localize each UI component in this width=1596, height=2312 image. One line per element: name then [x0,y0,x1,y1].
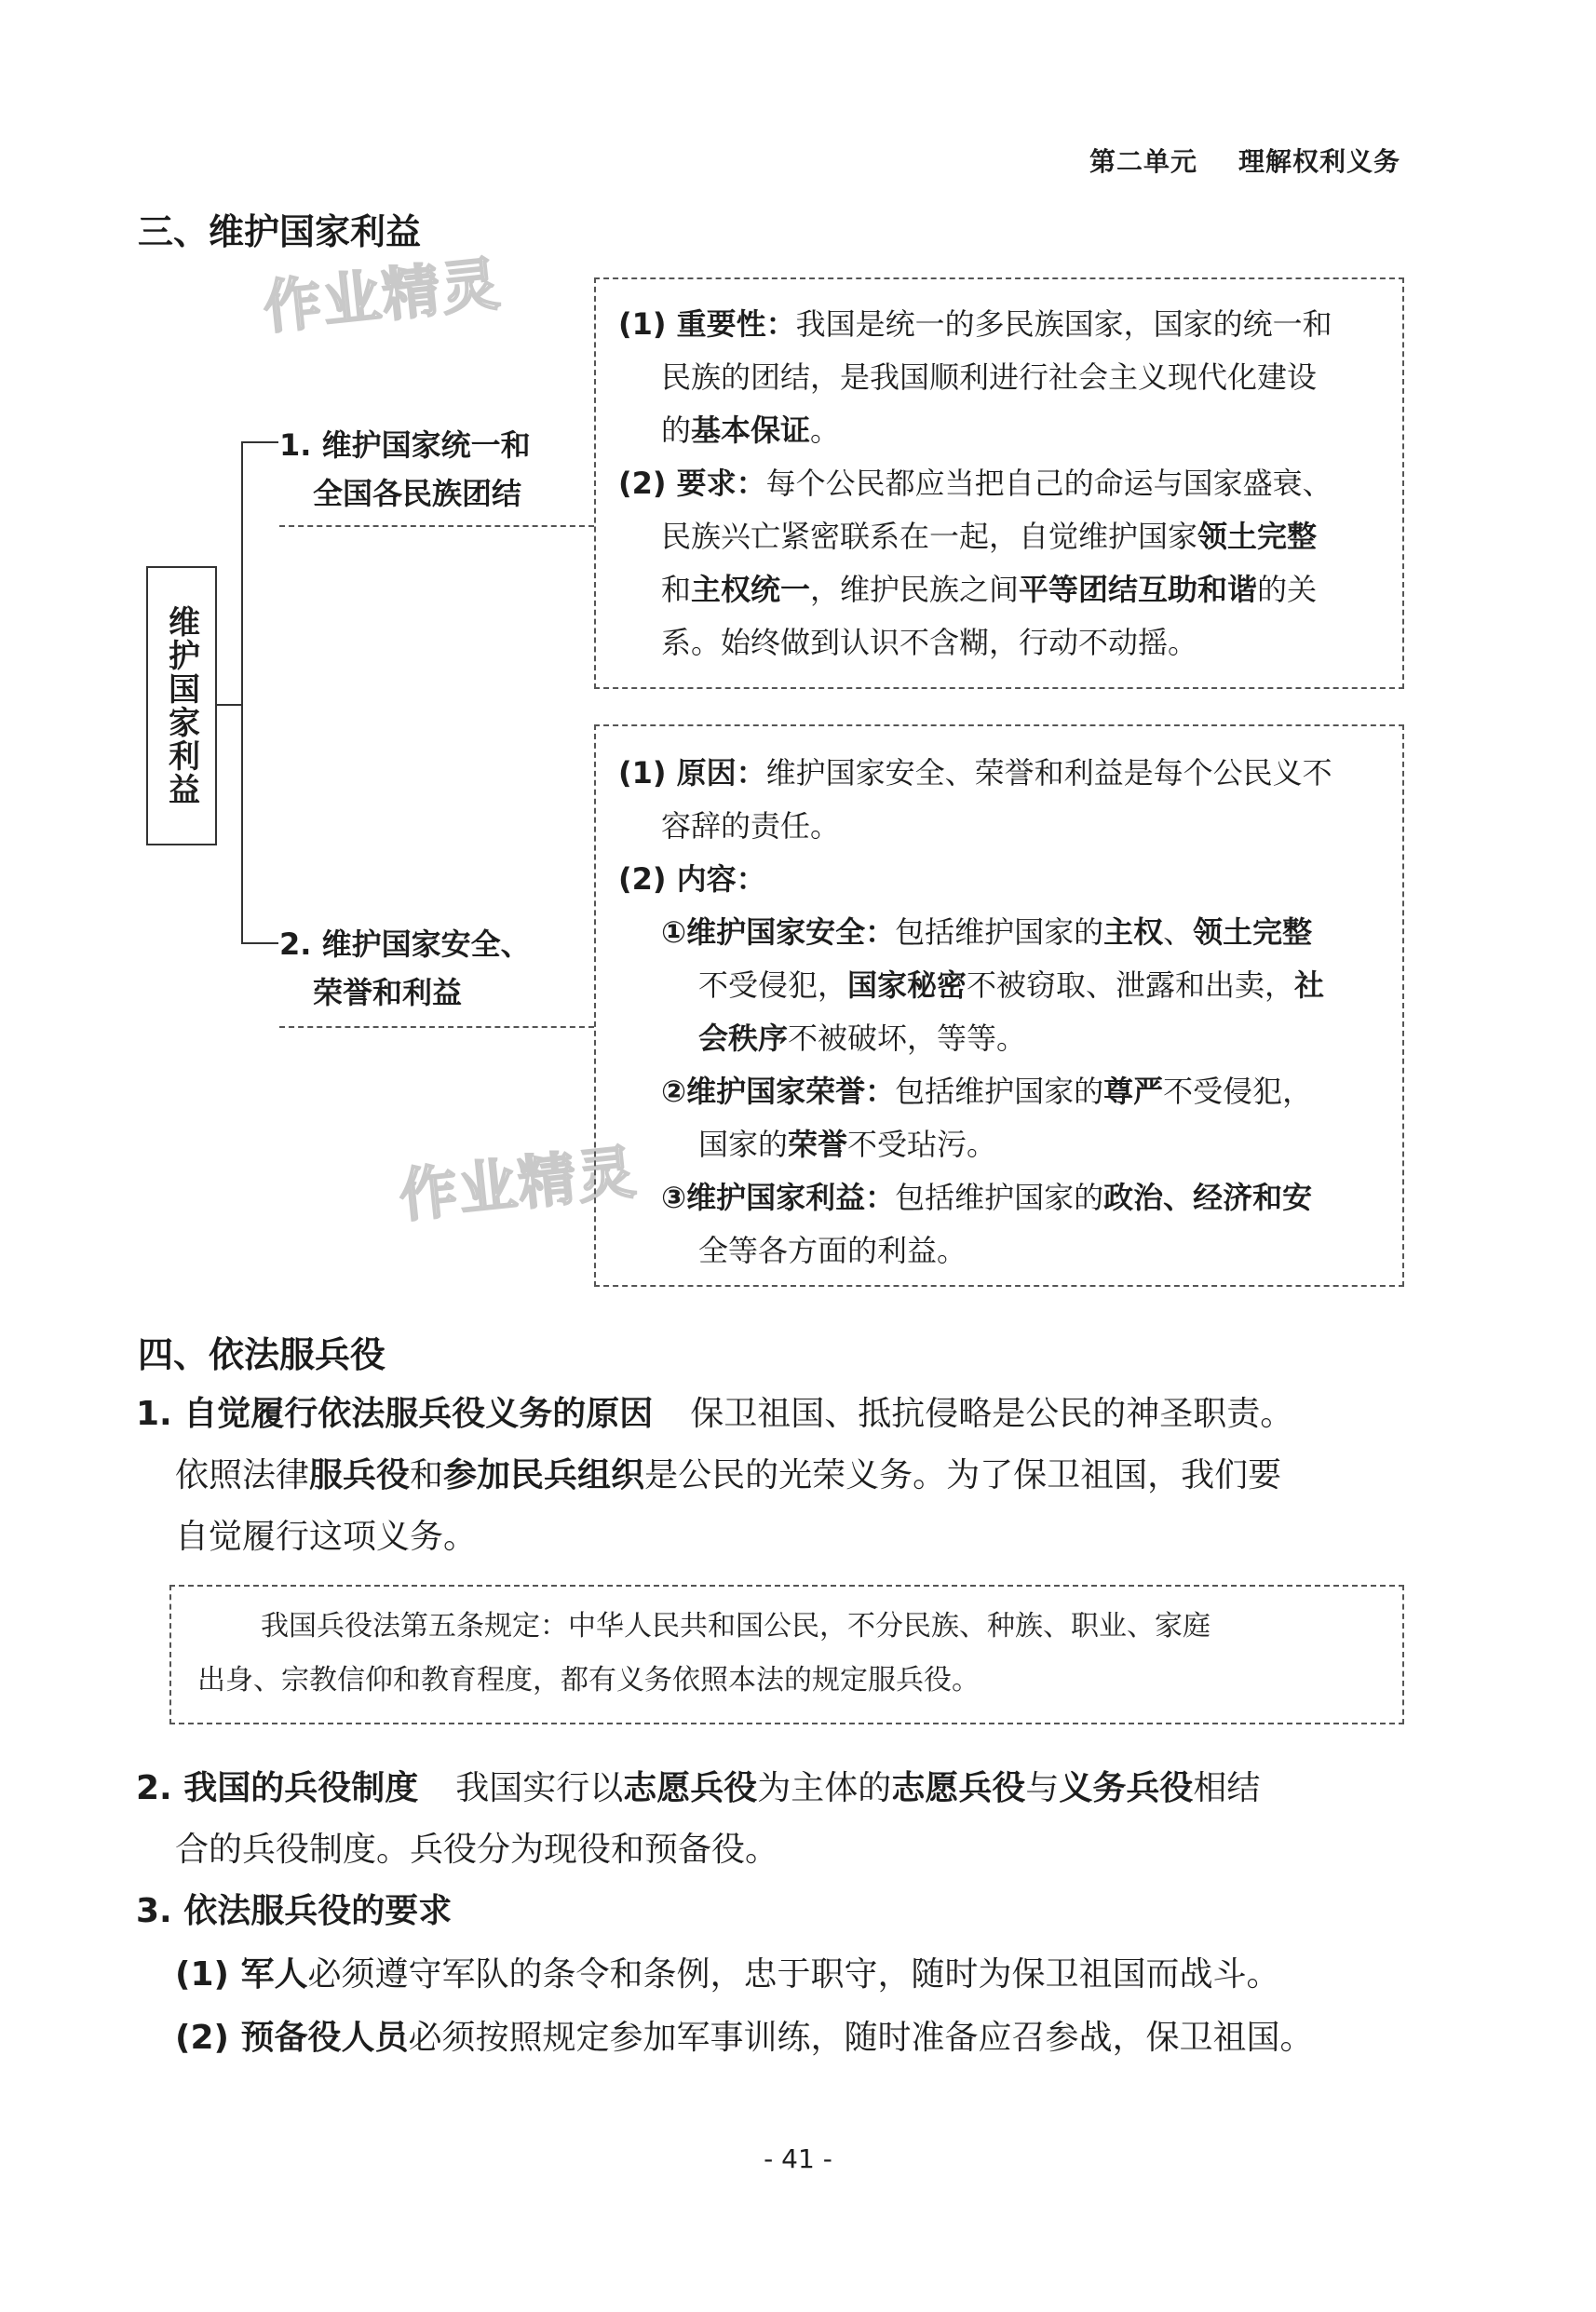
section4-title: 四、依法服兵役 [138,1334,386,1375]
paragraph-line: (1) 军人必须遵守军队的条令和条例，忠于职守，随时为保卫祖国而战斗。 [175,1955,1280,1994]
box-line: 全等各方面的利益。 [698,1233,967,1268]
box-line: ③维护国家利益：包括维护国家的政治、经济和安 [661,1180,1313,1215]
header-title: 理解权利义务 [1238,146,1400,177]
connector [215,704,243,706]
branch-label: 1. 维护国家统一和 [279,427,531,463]
box-line: (2) 要求：每个公民都应当把自己的命运与国家盛衰、 [618,466,1332,501]
paragraph-line: 依照法律服兵役和参加民兵组织是公民的光荣义务。为了保卫祖国，我们要 [175,1456,1282,1494]
box-line: 民族的团结，是我国顺利进行社会主义现代化建设 [661,359,1318,395]
box-line: (1) 原因：维护国家安全、荣誉和利益是每个公民义不 [618,755,1332,791]
box-line: 会秩序不被破坏，等等。 [698,1021,1027,1056]
branch-label: 全国各民族团结 [313,476,522,511]
header-unit: 第二单元 [1089,146,1197,177]
box-line: 系。始终做到认识不含糊，行动不动摇。 [661,625,1198,660]
paragraph-line: 1. 自觉履行依法服兵役义务的原因 保卫祖国、抵抗侵略是公民的神圣职责。 [136,1395,1294,1433]
security-detail-box [594,724,1404,1287]
dashed-connector [279,1026,594,1028]
paragraph-line: 3. 依法服兵役的要求 [136,1892,453,1930]
branch-unity [279,421,531,518]
box-line: 的基本保证。 [661,412,841,448]
box-line: ②维护国家荣誉：包括维护国家的尊严不受侵犯， [661,1074,1313,1109]
box-line: 不受侵犯，国家秘密不被窃取、泄露和出卖，社 [698,967,1325,1003]
watermark: 作业精灵 [260,249,505,343]
branch-label: 2. 维护国家安全、 [279,926,531,962]
paragraph-line: 自觉履行这项义务。 [175,1518,478,1556]
connector [241,942,278,944]
connector [241,441,278,443]
box-line: 民族兴亡紧密联系在一起，自觉维护国家领土完整 [661,519,1318,554]
note-line: 出身、宗教信仰和教育程度，都有义务依照本法的规定服兵役。 [197,1664,980,1697]
section3-title: 三、维护国家利益 [138,211,422,252]
watermark: 作业精灵 [396,1137,641,1231]
connector [241,441,243,944]
note-line: 我国兵役法第五条规定：中华人民共和国公民，不分民族、种族、职业、家庭 [261,1610,1211,1643]
paragraph-line: (2) 预备役人员必须按照规定参加军事训练，随时准备应召参战，保卫祖国。 [175,2019,1314,2057]
branch-label: 荣誉和利益 [313,975,463,1010]
box-line: (2) 内容： [618,861,766,897]
paragraph-line: 2. 我国的兵役制度 我国实行以志愿兵役为主体的志愿兵役与义务兵役相结 [136,1769,1261,1807]
law-note-box [169,1585,1404,1724]
box-line: (1) 重要性：我国是统一的多民族国家，国家的统一和 [618,306,1332,342]
dashed-connector [279,525,594,527]
box-line: 和主权统一，维护民族之间平等团结互助和谐的关 [661,572,1318,607]
box-line: 容辞的责任。 [661,808,841,844]
page-number: - 41 - [764,2143,832,2174]
box-line: ①维护国家安全：包括维护国家的主权、领土完整 [661,914,1313,950]
page-header [1089,142,1400,179]
branch-security [279,920,531,1017]
paragraph-line: 合的兵役制度。兵役分为现役和预备役。 [175,1831,779,1869]
root-node [146,566,217,845]
root-node-label: 维护国家利益 [162,605,200,806]
unity-detail-box [594,277,1404,689]
box-line: 国家的荣誉不受玷污。 [698,1127,997,1162]
